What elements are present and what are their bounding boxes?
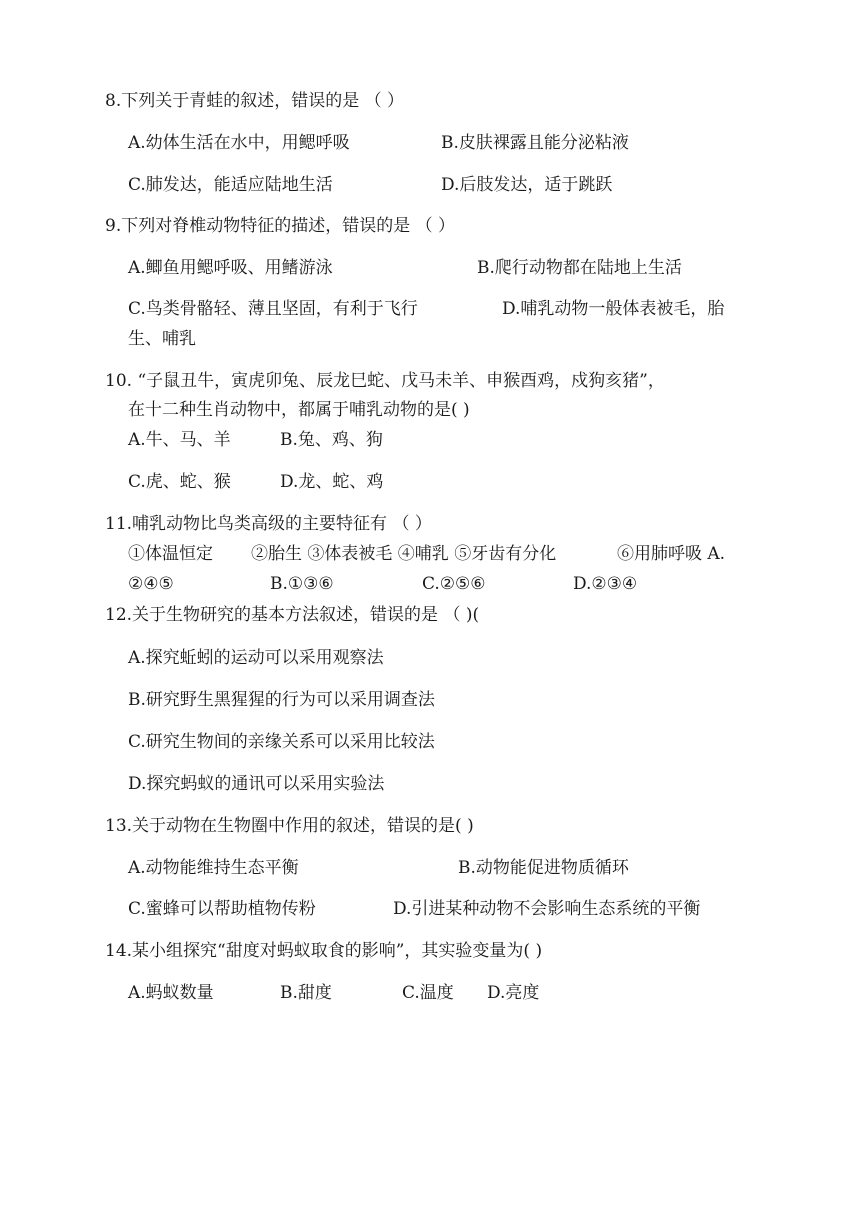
question-14-option-a: A.蚂蚁数量 [128, 983, 214, 1003]
question-12-stem: 12.关于生物研究的基本方法叙述，错误的是 （ )( [105, 605, 480, 625]
question-9-option-d-continued: 生、哺乳 [128, 329, 196, 349]
question-11-item-6: ⑥用肺呼吸 A. [617, 544, 726, 564]
question-11-option-a: ②④⑤ [128, 574, 174, 594]
question-11-item-1: ①体温恒定 [128, 544, 213, 564]
question-11-option-d: D.②③④ [573, 574, 638, 594]
question-12-option-a: A.探究蚯蚓的运动可以采用观察法 [128, 648, 384, 668]
question-13-stem: 13.关于动物在生物圈中作用的叙述，错误的是( ) [105, 816, 474, 836]
question-14-option-d: D.亮度 [487, 983, 540, 1003]
question-8-option-b: B.皮肤裸露且能分泌粘液 [441, 133, 629, 153]
question-8-option-a: A.幼体生活在水中，用鳃呼吸 [128, 133, 350, 153]
question-12-option-c: C.研究生物间的亲缘关系可以采用比较法 [128, 732, 435, 752]
question-11-option-b: B.①③⑥ [270, 574, 334, 594]
question-11-stem: 11.哺乳动物比鸟类高级的主要特征有 （ ） [105, 514, 432, 534]
question-13-option-a: A.动物能维持生态平衡 [128, 858, 299, 878]
question-14-option-b: B.甜度 [280, 983, 332, 1003]
question-12-option-b: B.研究野生黑猩猩的行为可以采用调查法 [128, 690, 435, 710]
question-9-stem: 9.下列对脊椎动物特征的描述，错误的是 （ ） [105, 216, 456, 236]
question-8-option-d: D.后肢发达，适于跳跃 [441, 175, 613, 195]
question-10-stem-line2: 在十二种生肖动物中，都属于哺乳动物的是( ) [128, 400, 470, 420]
question-14-option-c: C.温度 [402, 983, 454, 1003]
question-8-stem: 8.下列关于青蛙的叙述，错误的是 （ ） [105, 91, 405, 111]
question-11-items-2-5: ②胎生 ③体表被毛 ④哺乳 ⑤牙齿有分化 [251, 544, 557, 564]
question-9-option-d: D.哺乳动物一般体表被毛，胎 [502, 299, 725, 319]
question-8-option-c: C.肺发达，能适应陆地生活 [128, 175, 333, 195]
question-10-option-d: D.龙、蛇、鸡 [280, 472, 384, 492]
question-10-stem: 10. “子鼠丑牛，寅虎卯兔、辰龙巳蛇、戊马未羊、申猴酉鸡，戍狗亥猪”， [105, 371, 665, 391]
question-11-option-c: C.②⑤⑥ [422, 574, 486, 594]
question-13-option-b: B.动物能促进物质循环 [458, 858, 629, 878]
question-10-option-b: B.兔、鸡、狗 [280, 430, 383, 450]
question-9-option-c: C.鸟类骨骼轻、薄且坚固，有利于飞行 [128, 299, 418, 319]
question-10-option-c: C.虎、蛇、猴 [128, 472, 231, 492]
question-13-option-d: D.引进某种动物不会影响生态系统的平衡 [393, 899, 701, 919]
question-12-option-d: D.探究蚂蚁的通讯可以采用实验法 [128, 774, 385, 794]
question-10-option-a: A.牛、马、羊 [128, 430, 231, 450]
question-9-option-b: B.爬行动物都在陆地上生活 [477, 258, 682, 278]
question-14-stem: 14.某小组探究“甜度对蚂蚁取食的影响”，其实验变量为( ) [105, 941, 543, 961]
question-13-option-c: C.蜜蜂可以帮助植物传粉 [128, 899, 316, 919]
question-9-option-a: A.鲫鱼用鳃呼吸、用鳍游泳 [128, 258, 333, 278]
